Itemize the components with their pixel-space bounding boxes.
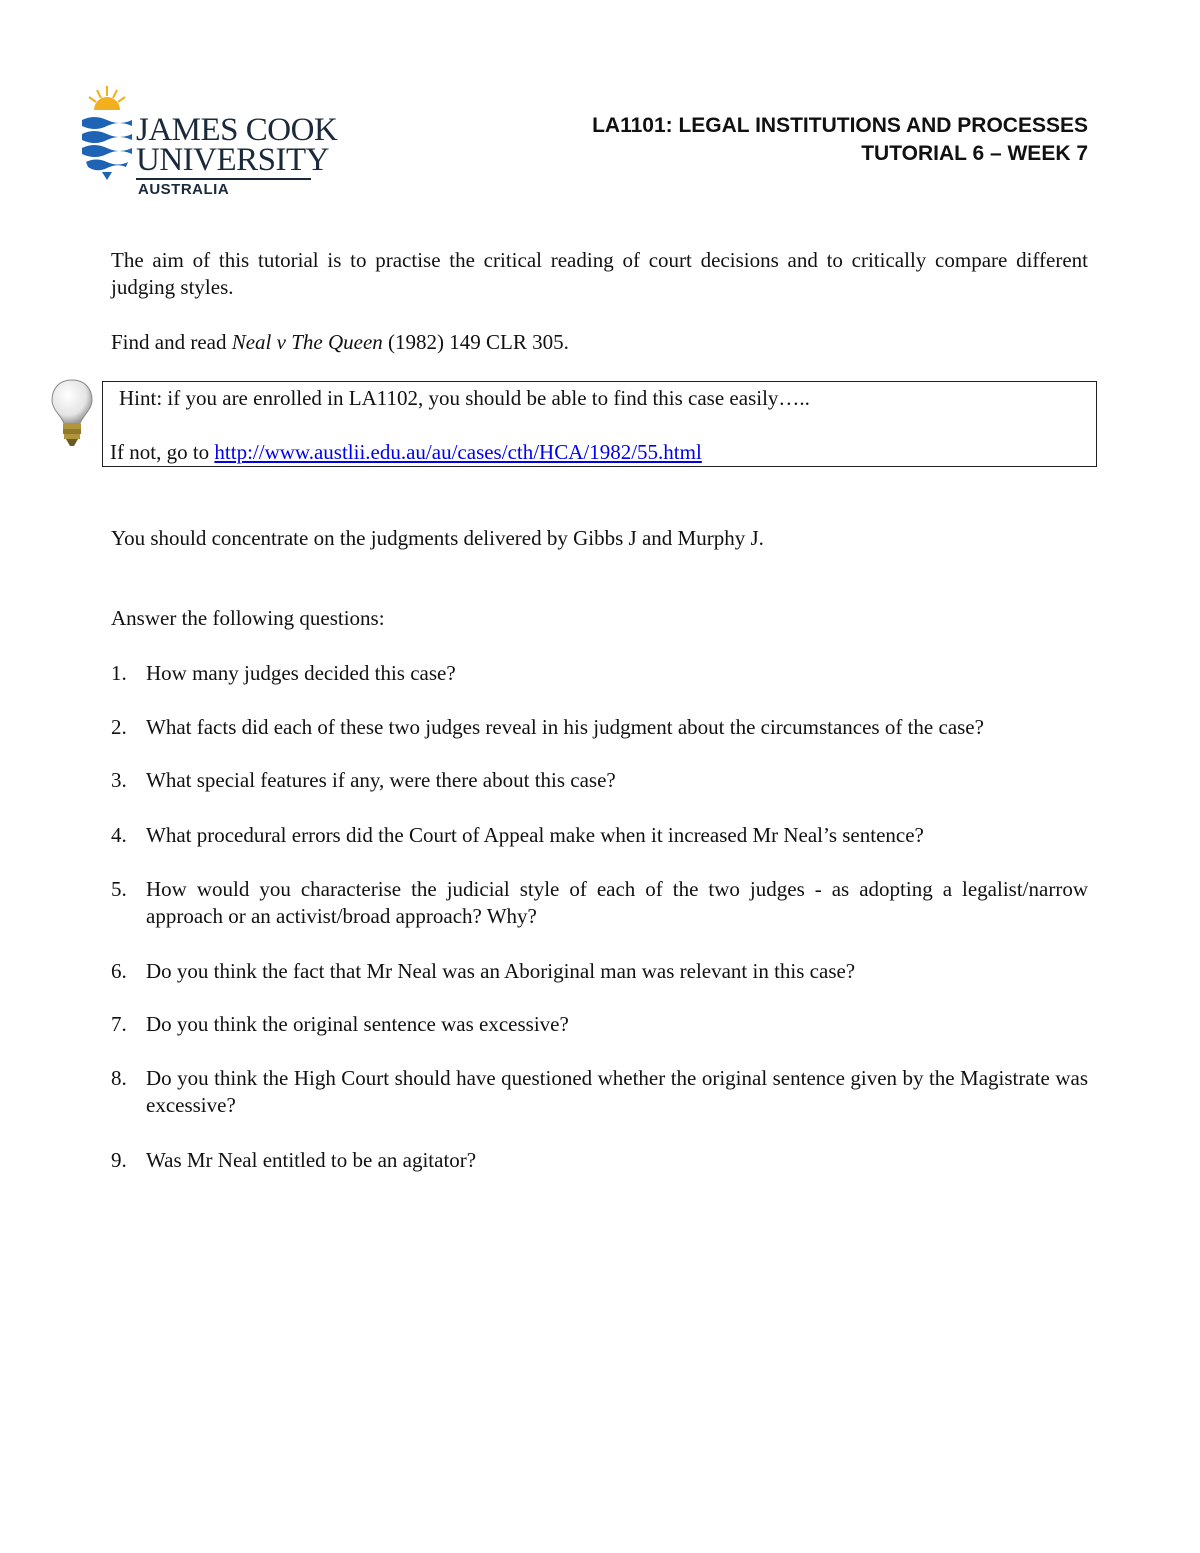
question-number: 4. — [111, 823, 127, 847]
austlii-link[interactable]: http://www.austlii.edu.au/au/cases/cth/HCA/1982/55.html — [214, 440, 702, 464]
question-text: What procedural errors did the Court of Appeal make when it increased Mr Neal’s sentence? — [146, 823, 924, 847]
concentrate-paragraph: You should concentrate on the judgments delivered by Gibbs J and Murphy J. — [111, 526, 764, 550]
university-logo-icon — [80, 84, 136, 184]
hint-box — [102, 381, 1097, 467]
question-item — [111, 1147, 1088, 1174]
question-number: 2. — [111, 715, 127, 739]
question-item — [111, 822, 1088, 849]
question-item — [111, 958, 1088, 985]
question-item — [111, 714, 1088, 741]
question-item — [111, 660, 1088, 687]
question-text: What facts did each of these two judges reveal in his judgment about the circumstances of the case? — [146, 715, 984, 739]
question-number: 5. — [111, 877, 127, 901]
hint-text: Hint: if you are enrolled in LA1102, you should be able to find this case easily….. — [119, 386, 810, 410]
course-title: LA1101: LEGAL INSTITUTIONS AND PROCESSES — [592, 114, 1088, 137]
question-item — [111, 1011, 1088, 1038]
question-item — [111, 767, 1088, 794]
question-number: 1. — [111, 661, 127, 685]
answer-intro: Answer the following questions: — [111, 606, 385, 630]
lightbulb-icon — [50, 378, 94, 450]
question-text: What special features if any, were there about this case? — [146, 768, 616, 792]
question-item — [111, 876, 1088, 930]
question-item — [111, 1065, 1088, 1119]
hint-link-line — [110, 440, 702, 465]
intro-paragraph: The aim of this tutorial is to practise the critical reading of court decisions and to critically compare different judging styles. — [111, 248, 1088, 299]
find-prefix: Find and read — [111, 330, 232, 354]
question-number: 3. — [111, 768, 127, 792]
question-text: Was Mr Neal entitled to be an agitator? — [146, 1148, 477, 1172]
tutorial-title: TUTORIAL 6 – WEEK 7 — [861, 142, 1088, 165]
question-text: How many judges decided this case? — [146, 661, 456, 685]
question-number: 6. — [111, 959, 127, 983]
case-citation: (1982) 149 CLR 305. — [382, 330, 569, 354]
question-number: 7. — [111, 1012, 127, 1036]
logo-line-3: AUSTRALIA — [138, 181, 230, 198]
logo-line-2: UNIVERSITY — [136, 142, 329, 178]
question-number: 8. — [111, 1066, 127, 1090]
question-number: 9. — [111, 1148, 127, 1172]
logo-line-1: JAMES COOK — [136, 112, 338, 148]
question-text: Do you think the High Court should have questioned whether the original sentence given by the Magistrate was excessive? — [146, 1066, 1088, 1117]
find-paragraph — [111, 329, 1088, 356]
logo-divider — [136, 178, 311, 180]
document-header — [592, 112, 1088, 168]
question-text: Do you think the fact that Mr Neal was an Aboriginal man was relevant in this case? — [146, 959, 856, 983]
hint-link-prefix: If not, go to — [110, 440, 215, 464]
university-logo — [80, 84, 338, 202]
case-name: Neal v The Queen — [231, 330, 383, 354]
question-text: How would you characterise the judicial style of each of the two judges - as adopting a legalist/narrow approach or an activist/broad approach? Why? — [146, 877, 1088, 928]
question-text: Do you think the original sentence was excessive? — [146, 1012, 569, 1036]
